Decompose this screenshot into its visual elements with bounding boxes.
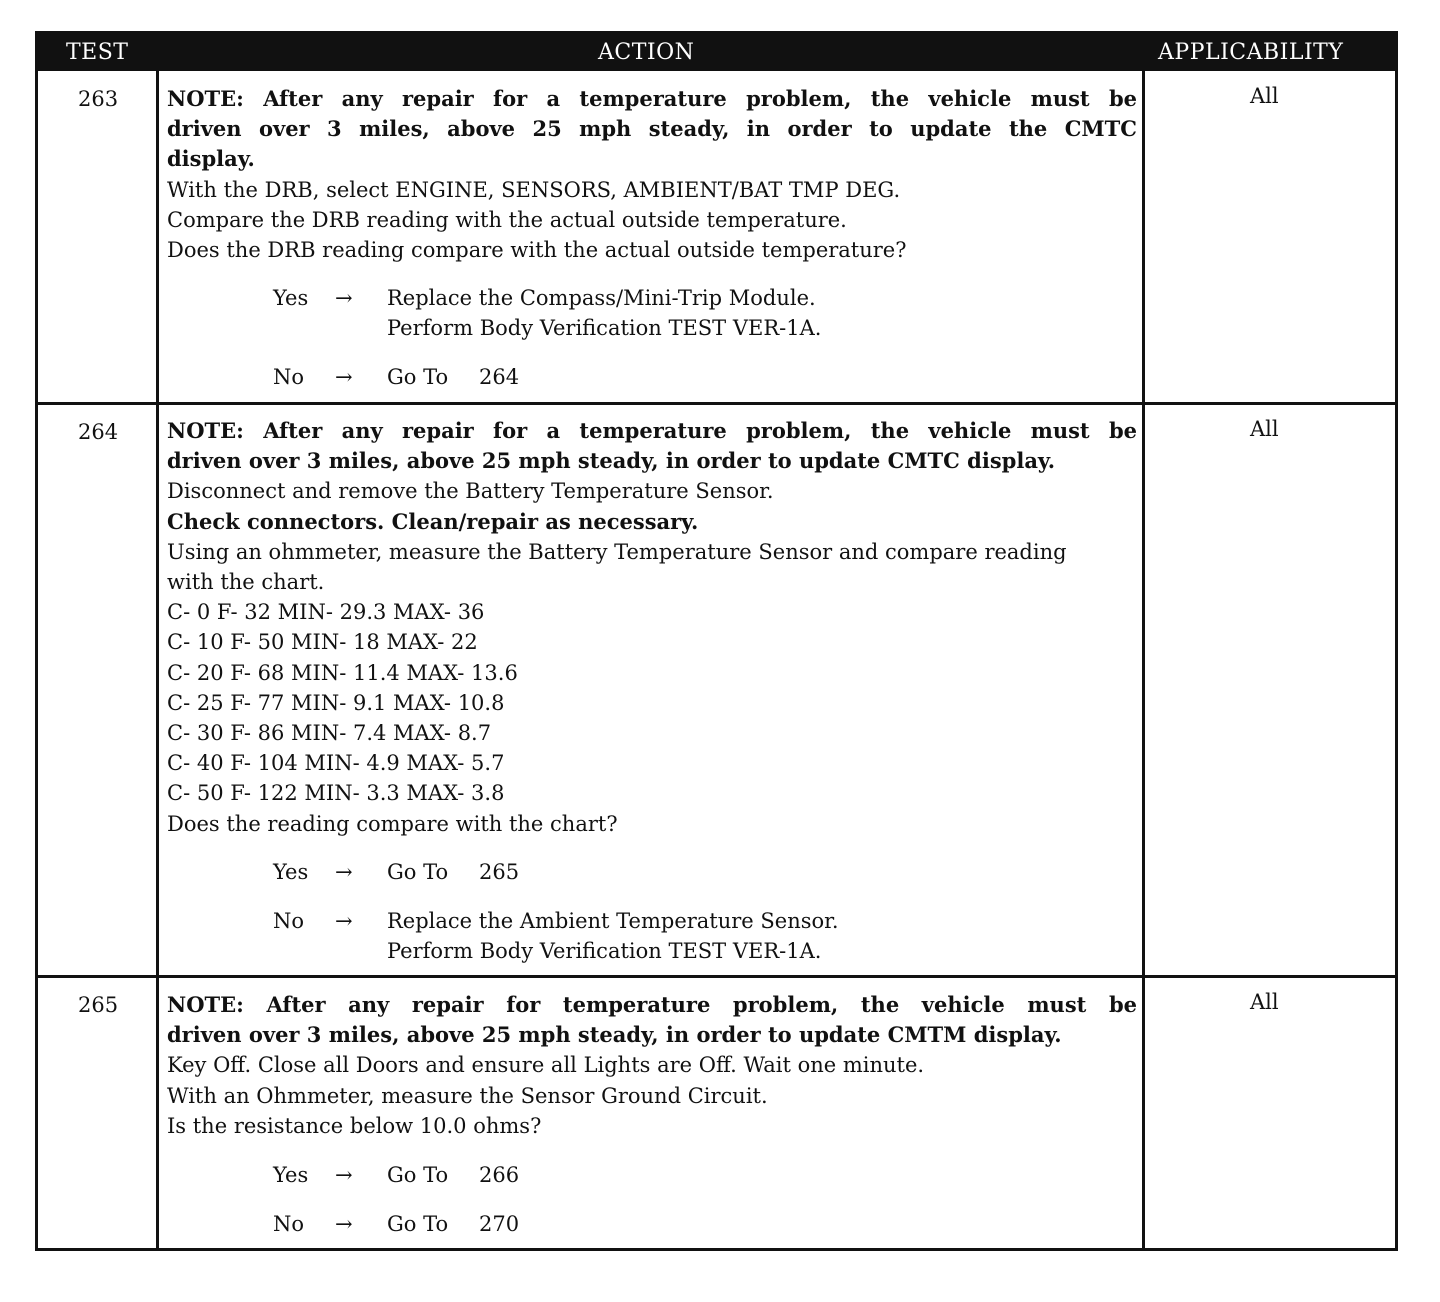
- arrow-icon: →: [335, 365, 353, 390]
- question-line: Does the DRB reading compare with the actual outside temperature?: [167, 238, 907, 263]
- instruction-line: with the chart.: [167, 570, 325, 595]
- note-line: driven over 3 miles, above 25 mph steady, in order to update CMTM display.: [167, 1022, 1062, 1048]
- note-line: NOTE: After any repair for a temperature problem, the vehicle must be: [167, 418, 1137, 443]
- arrow-icon: →: [335, 859, 353, 884]
- answer-label: No: [273, 365, 305, 390]
- chart-line: C- 40 F- 104 MIN- 4.9 MAX- 5.7: [167, 751, 505, 776]
- answer-yes: [167, 857, 1137, 887]
- goto-label: Go To: [387, 1163, 449, 1188]
- goto-test-number: 270: [479, 1212, 520, 1237]
- note-line: display.: [167, 146, 255, 172]
- test-number: 263: [78, 87, 119, 111]
- answer-label: No: [273, 1212, 305, 1237]
- answer-continuation: [167, 936, 1137, 966]
- header-test: TEST: [66, 40, 129, 65]
- answer-action: Perform Body Verification TEST VER-1A.: [387, 938, 822, 963]
- answer-no: [167, 362, 1137, 392]
- question-line: Is the resistance below 10.0 ohms?: [167, 1113, 542, 1138]
- note-line: NOTE: After any repair for temperature problem, the vehicle must be: [167, 992, 1137, 1017]
- table-row-265: [38, 978, 1395, 1248]
- chart-line: C- 10 F- 50 MIN- 18 MAX- 22: [167, 630, 478, 655]
- header-applicability: APPLICABILITY: [1158, 40, 1344, 65]
- chart-line: C- 30 F- 86 MIN- 7.4 MAX- 8.7: [167, 721, 492, 746]
- goto-label: Go To: [387, 1212, 449, 1237]
- action-cell: [167, 990, 1137, 1239]
- applicability-value: All: [1250, 417, 1279, 441]
- answer-label: Yes: [273, 286, 309, 311]
- table-row-263: [38, 71, 1395, 402]
- instruction-line: With an Ohmmeter, measure the Sensor Ground Circuit.: [167, 1083, 768, 1108]
- answer-action: Replace the Compass/Mini-Trip Module.: [387, 286, 816, 311]
- instruction-line: Check connectors. Clean/repair as necessary.: [167, 508, 699, 534]
- answer-no: [167, 1209, 1137, 1239]
- answer-yes: [167, 1160, 1137, 1190]
- chart-line: C- 50 F- 122 MIN- 3.3 MAX- 3.8: [167, 781, 505, 806]
- note-line: driven over 3 miles, above 25 mph steady, in order to update CMTC display.: [167, 448, 1056, 474]
- applicability-value: All: [1250, 84, 1279, 108]
- chart-line: C- 25 F- 77 MIN- 9.1 MAX- 10.8: [167, 690, 505, 715]
- instruction-line: Key Off. Close all Doors and ensure all Lights are Off. Wait one minute.: [167, 1053, 925, 1078]
- instruction-line: With the DRB, select ENGINE, SENSORS, AMBIENT/BAT TMP DEG.: [167, 177, 901, 202]
- action-cell: [167, 84, 1137, 392]
- arrow-icon: →: [335, 1212, 353, 1237]
- goto-test-number: 265: [479, 859, 520, 884]
- arrow-icon: →: [335, 1163, 353, 1188]
- goto-label: Go To: [387, 365, 449, 390]
- chart-line: C- 0 F- 32 MIN- 29.3 MAX- 36: [167, 600, 485, 625]
- answer-label: Yes: [273, 859, 309, 884]
- goto-label: Go To: [387, 859, 449, 884]
- table-row-264: [38, 405, 1395, 975]
- action-cell: [167, 416, 1137, 966]
- applicability-value: All: [1250, 990, 1279, 1014]
- arrow-icon: →: [335, 286, 353, 311]
- question-line: Does the reading compare with the chart?: [167, 811, 618, 836]
- chart-line: C- 20 F- 68 MIN- 11.4 MAX- 13.6: [167, 660, 518, 685]
- test-number: 265: [78, 993, 119, 1017]
- test-number: 264: [78, 420, 119, 444]
- diagnostic-test-table: [35, 31, 1398, 1251]
- instruction-line: Using an ohmmeter, measure the Battery Temperature Sensor and compare reading: [167, 539, 1067, 564]
- instruction-line: Compare the DRB reading with the actual outside temperature.: [167, 207, 847, 232]
- answer-no: [167, 906, 1137, 936]
- goto-test-number: 264: [479, 365, 520, 390]
- table-header: [38, 34, 1395, 71]
- answer-continuation: [167, 313, 1137, 343]
- note-line: driven over 3 miles, above 25 mph steady, in order to update the CMTC: [167, 116, 1137, 142]
- goto-test-number: 266: [479, 1163, 520, 1188]
- answer-label: Yes: [273, 1163, 309, 1188]
- note-line: NOTE: After any repair for a temperature problem, the vehicle must be: [167, 86, 1137, 111]
- instruction-line: Disconnect and remove the Battery Temperature Sensor.: [167, 479, 774, 504]
- answer-action: Replace the Ambient Temperature Sensor.: [387, 908, 839, 933]
- arrow-icon: →: [335, 908, 353, 933]
- answer-action: Perform Body Verification TEST VER-1A.: [387, 316, 822, 341]
- answer-label: No: [273, 908, 305, 933]
- answer-yes: [167, 283, 1137, 313]
- header-action: ACTION: [598, 40, 695, 65]
